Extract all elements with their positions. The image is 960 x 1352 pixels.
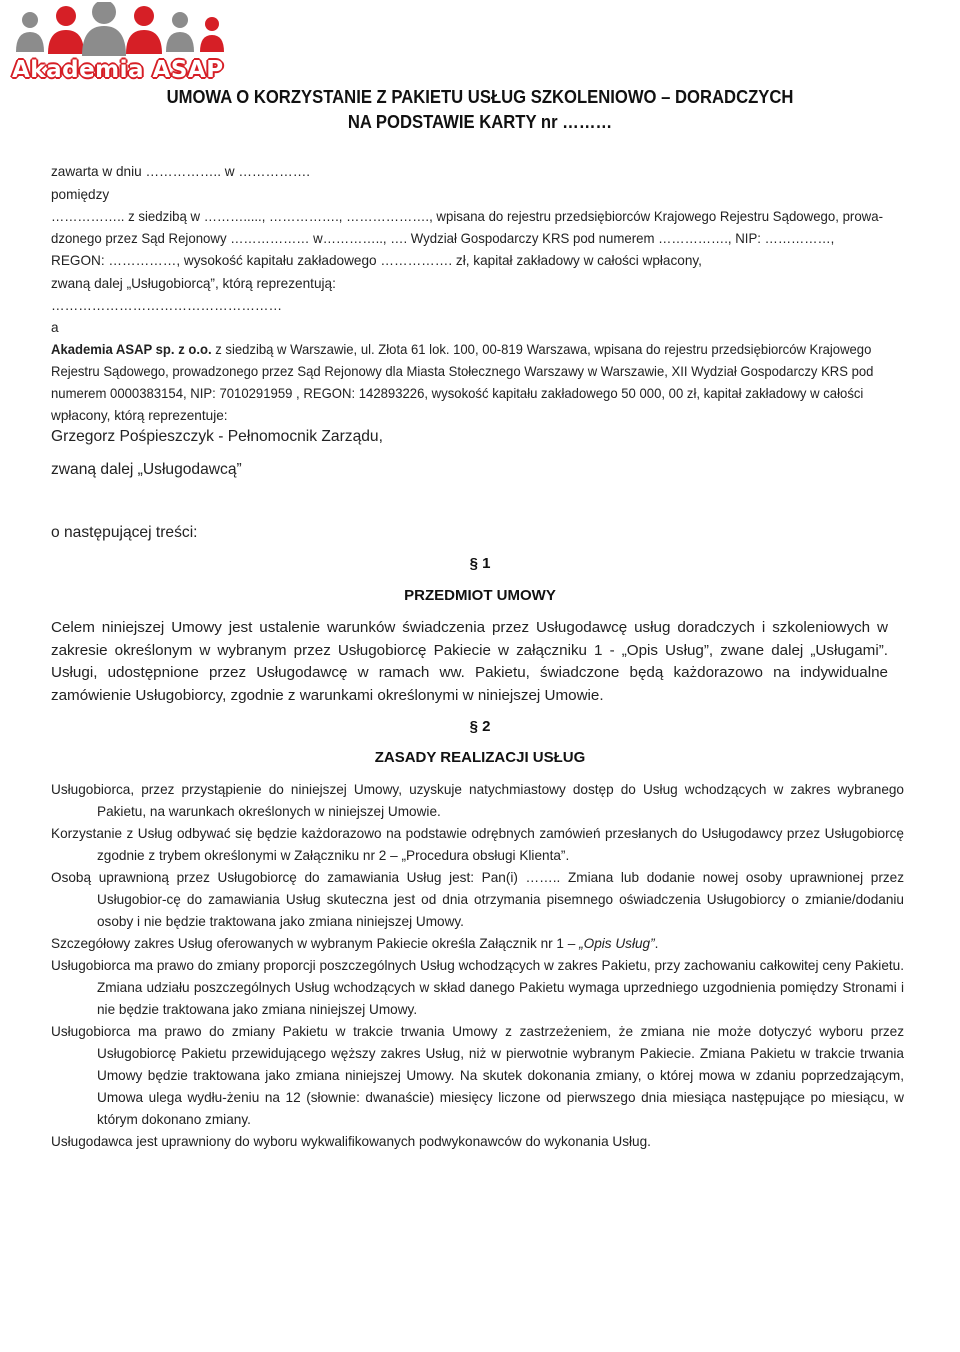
section-1-heading: PRZEDMIOT UMOWY [404, 587, 556, 604]
logo-text: Akademia ASAP [12, 57, 224, 83]
intro-date-line: zawarta w dniu …………….. w ……………. [51, 164, 311, 179]
provider-line-1-rest: z siedzibą w Warszawie, ul. Złota 61 lok. 100, 00-819 Warszawa, wpisana do rejestru przedsiębiorców Krajowego [211, 342, 872, 357]
section-2-number: § 2 [469, 718, 491, 735]
client-representatives: …………………………………………… [51, 298, 283, 313]
provider-called: zwaną dalej „Usługodawcą” [51, 461, 242, 478]
scope-item-emph: „Opis Usług” [579, 936, 655, 951]
list-item: Usługobiorca ma prawo do zmiany Pakietu w trakcie trwania Umowy z zastrzeżeniem, że zmiana nie może dotyczyć wyboru przez Usługobiorcę Pakietu przewidującego węższy zakres Usług, niż w pierwotnie wybranym Pakiecie. Zmiana Pakietu w trakcie trwania Umowy będzie traktowana jako zmiana niniejszej Umowy. Na skutek dokonania zmiany, o której mowa w zdaniu poprzedzającym, Umowa ulega wydłu-żeniu na 12 (słownie: dwanaście) miesięcy liczone od pierwszego dnia miesiąca następujące po miesiącu, w którym dokonano zmiany. [51, 1024, 904, 1127]
list-item: Usługobiorca, przez przystąpienie do niniejszej Umowy, uzyskuje natychmiastowy dostęp do Usług wchodzących w zakres wybranego Pakietu, na warunkach określonych w niniejszej Umowie. [51, 782, 904, 819]
provider-line-1 [51, 341, 871, 359]
list-item: Korzystanie z Usług odbywać się będzie każdorazowo na podstawie odrębnych zamówień przesłanych do Usługodawcy przez Usługobiorcę zgodnie z trybem określonymi w Załączniku nr 2 – „Procedura obsługi Klienta”. [51, 826, 904, 863]
list-item: Usługodawca jest uprawniony do wyboru wykwalifikowanych podwykonawców do wykonania Usług. [51, 1134, 651, 1149]
provider-name: Akademia ASAP sp. z o.o. [51, 342, 212, 357]
provider-representative: Grzegorz Pośpieszczyk - Pełnomocnik Zarządu, [51, 428, 383, 445]
list-item: Osobą uprawnioną przez Usługobiorcę do zamawiania Usług jest: Pan(i) …….. Zmiana lub dodanie nowej osoby uprawnionej przez Usługobior-cę do zamawiania Usług skuteczna jest od dnia otrzymania pisemnego oświadczenia Usługobiorcy o zmianie/dodaniu osoby i nie będzie traktowana jako zmiana niniejszej Umowy. [51, 870, 904, 929]
section-2-heading: ZASADY REALIZACJI USŁUG [374, 749, 586, 766]
section-1-number: § 1 [469, 555, 491, 572]
provider-line-4: wpłacony, którą reprezentuje: [51, 408, 228, 423]
section-1-text: Celem niniejszej Umowy jest ustalenie warunków świadczenia przez Usługodawcę usług doradczych i szkoleniowych w zakresie określonym w wybranym przez Usługobiorcę Pakiecie w załączniku 1 - „Opis Usług”, zwane dalej „Usługami”. Usługi, udostępnione przez Usługodawcę w ramach ww. Pakietu, świadczone będą każdorazowo na indywidualne zamówienie Usługobiorcy, zgodnie z warunkami określonymi w niniejszej Umowie. [51, 619, 888, 704]
document-title-line2: NA PODSTAWIE KARTY nr ……… [347, 111, 613, 132]
provider-line-2: Rejestru Sądowego, prowadzonego przez Sąd Rejonowy dla Miasta Stołecznego Warszawy w Warszawie, XII Wydział Gospodarczy KRS pod [51, 364, 874, 379]
list-item [51, 933, 904, 955]
list-item: Usługobiorca ma prawo do zmiany proporcji poszczególnych Usług wchodzących w zakres Pakietu, przy zachowaniu całkowitej ceny Pakietu. Zmiana udziału poszczególnych Usług wchodzących w skład danego Pakietu wymaga uprzedniego uzgodnienia pomiędzy Stronami i nie będzie traktowana jako zmiana niniejszej Umowy. [51, 958, 904, 1017]
section-2-list [51, 779, 904, 1153]
document-title-line1: UMOWA O KORZYSTANIE Z PAKIETU USŁUG SZKOLENIOWO – DORADCZYCH [166, 86, 794, 107]
client-line-3: REGON: ……………, wysokość kapitału zakładowego ……………. zł, kapitał zakładowy w całości wpłacony, [51, 253, 702, 268]
people-icon [16, 2, 224, 56]
scope-item-text: Szczegółowy zakres Usług oferowanych w wybranym Pakiecie określa Załącznik nr 1 – [51, 936, 580, 951]
intro-and: a [51, 320, 59, 335]
provider-line-3: numerem 0000383154, NIP: 7010291959 , REGON: 142893226, wysokość kapitału zakładowego 50 000, 00 zł, kapitał zakładowy w całości [51, 386, 864, 401]
intro-between: pomiędzy [51, 187, 110, 202]
client-line-4: zwaną dalej „Usługobiorcą”, którą reprezentują: [51, 276, 336, 291]
client-line-1: …………….. z siedzibą w ………....., ……………., ………………., wpisana do rejestru przedsiębiorców Krajowego Rejestru Sądowego, prowa- [51, 209, 883, 224]
client-line-2: dzonego przez Sąd Rejonowy ……………… w………….., …. Wydział Gospodarczy KRS pod numerem ……………., NIP: ……………, [51, 231, 835, 246]
scope-item-end: . [654, 936, 659, 951]
following-content: o następującej treści: [51, 524, 198, 541]
